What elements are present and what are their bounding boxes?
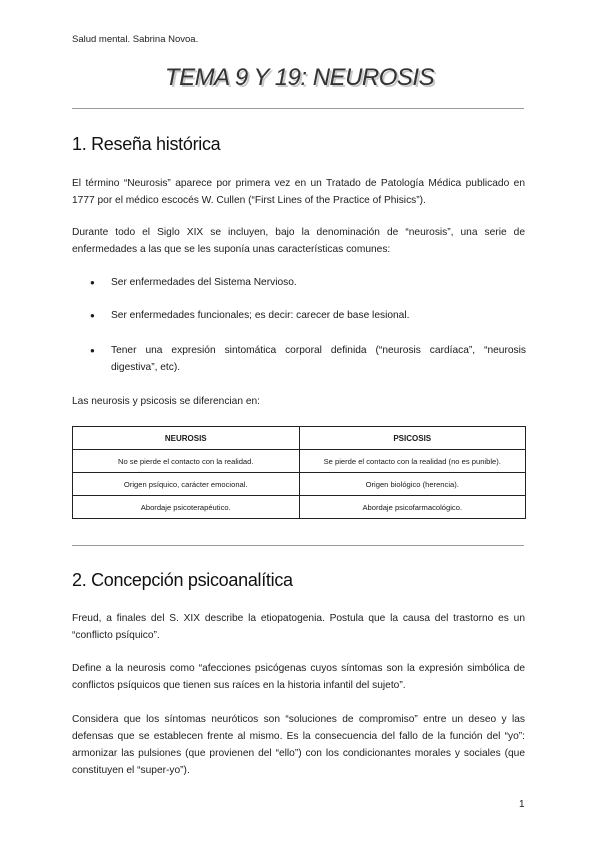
title-block xyxy=(72,64,527,92)
paragraph-compromise: Considera que los síntomas neuróticos son “soluciones de compromiso” entre un deseo y las defensas que se establecen frente al mismo. Es la consecuencia del fallo de la función del “yo”: armonizar las pulsiones (que provienen del “ello”) con los condicionantes morales y sociales (que constituyen el “super-yo”). xyxy=(72,714,525,776)
section-divider xyxy=(72,545,524,546)
table-row xyxy=(73,450,526,473)
paragraph-xix-century: Durante todo el Siglo XIX se incluyen, bajo la denominación de “neurosis”, una serie de enfermedades a las que se les suponía unas características comunes: xyxy=(72,227,525,255)
table-cell: Abordaje psicofarmacológico. xyxy=(299,496,526,519)
paragraph-differences-intro: Las neurosis y psicosis se diferencian en: xyxy=(72,396,261,407)
list-item: ● Ser enfermedades del Sistema Nervioso. xyxy=(90,274,526,291)
neurosis-psicosis-table xyxy=(72,426,526,519)
table-cell: Abordaje psicoterapéutico. xyxy=(73,496,300,519)
table-row xyxy=(73,496,526,519)
paragraph-definition: Define a la neurosis como “afecciones psicógenas cuyos síntomas son la expresión simbólica de conflictos psíquicos que tienen sus raíces en la historia infantil del sujeto”. xyxy=(72,663,525,691)
table-cell: Se pierde el contacto con la realidad (no es punible). xyxy=(299,450,526,473)
table-row xyxy=(73,473,526,496)
paragraph-origin: El término “Neurosis” aparece por primera vez en un Tratado de Patología Médica publicado en 1777 por el médico escocés W. Cullen (“First Lines of the Practice of Phisics”). xyxy=(72,178,525,206)
table-header-psicosis: PSICOSIS xyxy=(299,427,526,450)
table-cell: Origen psíquico, carácter emocional. xyxy=(73,473,300,496)
section-heading-historical: 1. Reseña histórica xyxy=(72,134,221,154)
table-cell: No se pierde el contacto con la realidad. xyxy=(73,450,300,473)
table-cell: Origen biológico (herencia). xyxy=(299,473,526,496)
table-header-row xyxy=(73,427,526,450)
list-item: ● Ser enfermedades funcionales; es decir: carecer de base lesional. xyxy=(90,307,526,324)
header-note: Salud mental. Sabrina Novoa. xyxy=(72,34,199,45)
title-divider xyxy=(72,108,524,109)
page-number: 1 xyxy=(519,799,525,810)
section-heading-psychoanalytic: 2. Concepción psicoanalítica xyxy=(72,570,293,590)
table-header-neurosis: NEUROSIS xyxy=(73,427,300,450)
list-item: ● Tener una expresión sintomática corporal definida (“neurosis cardíaca”, “neurosis digestiva”, etc). xyxy=(90,342,526,376)
paragraph-freud: Freud, a finales del S. XIX describe la etiopatogenia. Postula que la causa del trastorno es un “conflicto psíquico”. xyxy=(72,613,525,641)
page-title: TEMA 9 Y 19: NEUROSIS xyxy=(164,64,435,91)
